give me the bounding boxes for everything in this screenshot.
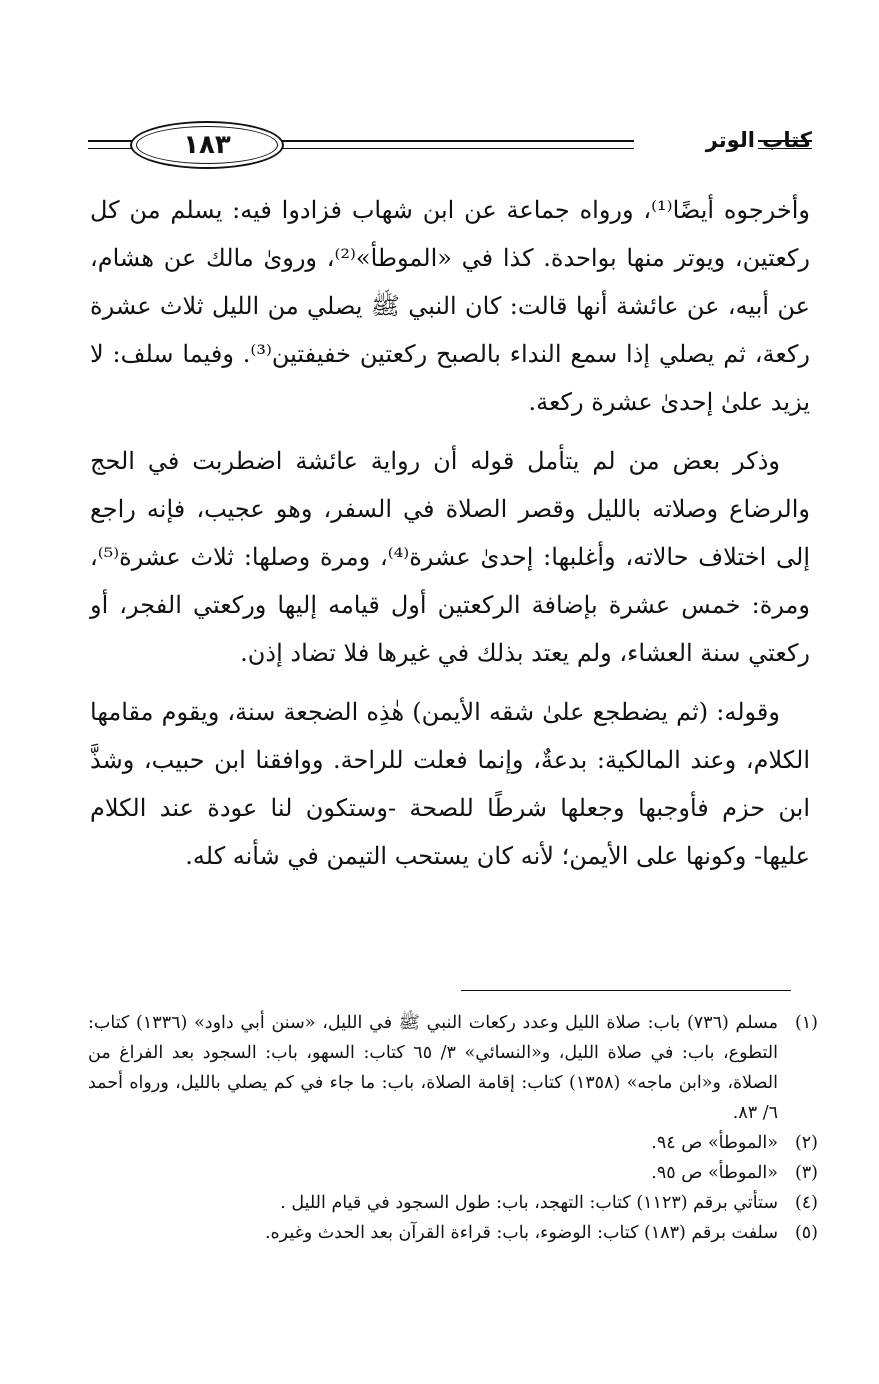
footnote-text: ستأتي برقم (١١٢٣) كتاب: التهجد، باب: طول السجود في قيام الليل . xyxy=(280,1193,778,1213)
footnote-text: «الموطأ» ص ٩٤. xyxy=(651,1133,778,1153)
footnotes xyxy=(88,1008,818,1248)
footnote-number: (٢) xyxy=(794,1133,818,1153)
footnote-number: (٤) xyxy=(794,1193,818,1213)
footnote-separator xyxy=(461,990,791,991)
footnote xyxy=(88,1158,818,1188)
paragraph: وأخرجوه أيضًا⁽¹⁾، ورواه جماعة عن ابن شهاب فزادوا فيه: يسلم من كل ركعتين، ويوتر منها بواحدة. كذا في «الموطأ»⁽²⁾، وروىٰ مالك عن هشام، عن أبيه، عن عائشة أنها قالت: كان النبي ﷺ يصلي من الليل ثلاث عشرة ركعة، ثم يصلي إذا سمع النداء بالصبح ركعتين خفيفتين⁽³⁾. وفيما سلف: لا يزيد علىٰ إحدىٰ عشرة ركعة. xyxy=(90,196,810,416)
footnote-text: سلفت برقم (١٨٣) كتاب: الوضوء، باب: قراءة القرآن بعد الحدث وغيره. xyxy=(264,1223,778,1243)
header-rule-left-bottom xyxy=(88,148,134,149)
paragraph: وذكر بعض من لم يتأمل قوله أن رواية عائشة اضطربت في الحج والرضاع وصلاته بالليل وقصر الصلاة في السفر، وهو عجيب، فإنه راجع إلى اختلاف حالاته، وأغلبها: إحدىٰ عشرة⁽⁴⁾، ومرة وصلها: ثلاث عشرة⁽⁵⁾، ومرة: خمس عشرة بإضافة الركعتين أول قيامه إليها وركعتي الفجر، أو ركعتي سنة العشاء، ولم يعتد بذلك في غيرها فلا تضاد إذن. xyxy=(90,447,810,667)
footnote-text: «الموطأ» ص ٩٥. xyxy=(651,1163,778,1183)
footnote xyxy=(88,1008,818,1128)
footnote xyxy=(88,1218,818,1248)
footnote-number: (١) xyxy=(794,1013,818,1033)
header-rule-middle-bottom xyxy=(278,148,634,149)
chapter-title: كتاب الوتر xyxy=(705,128,812,152)
header-rule-middle-top xyxy=(278,140,634,142)
page-number-ornament xyxy=(130,121,284,169)
header-rule-left-top xyxy=(88,140,134,142)
page-number: ١٨٣ xyxy=(183,130,231,160)
footnote-number: (٥) xyxy=(794,1223,818,1243)
footnote-text: مسلم (٧٣٦) باب: صلاة الليل وعدد ركعات النبي ﷺ في الليل، «سنن أبي داود» (١٣٣٦) كتاب: التطوع، باب: في صلاة الليل، و«النسائي» ٣/ ٦٥ كتاب: السهو، باب: السجود بعد الفراغ من الصلاة، و«ابن ماجه» (١٣٥٨) كتاب: إقامة الصلاة، باب: ما جاء في كم يصلي بالليل، ورواه أحمد ٦/ ٨٣. xyxy=(88,1013,778,1123)
footnote xyxy=(88,1128,818,1158)
footnote-number: (٣) xyxy=(794,1163,818,1183)
running-header xyxy=(88,118,812,174)
footnote xyxy=(88,1188,818,1218)
main-text xyxy=(90,186,810,880)
paragraph: وقوله: (ثم يضطجع علىٰ شقه الأيمن) هٰذِه الضجعة سنة، ويقوم مقامها الكلام، وعند المالكية: بدعةٌ، وإنما فعلت للراحة. ووافقنا ابن حبيب، وشذَّ ابن حزم فأوجبها وجعلها شرطًا للصحة -وستكون لنا عودة عند الكلام عليها- وكونها على الأيمن؛ لأنه كان يستحب التيمن في شأنه كله. xyxy=(90,698,810,870)
